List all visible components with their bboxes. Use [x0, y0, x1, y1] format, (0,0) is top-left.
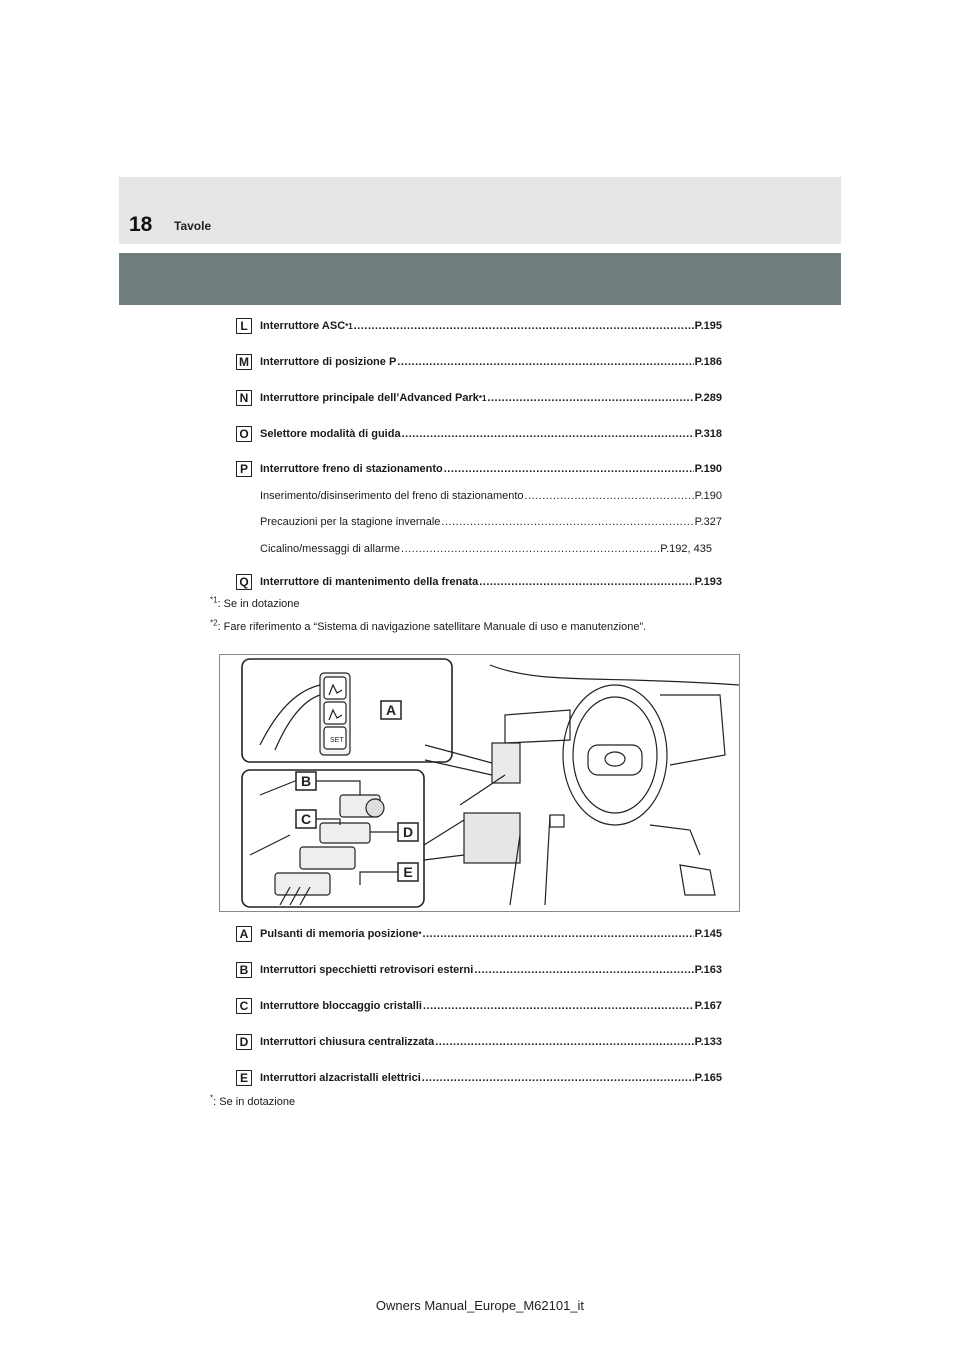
list-item[interactable] [236, 960, 722, 980]
callout-d-label: D [402, 824, 414, 840]
item-letter: P [236, 461, 252, 477]
item-label: Interruttori alzacristalli elettrici [260, 1072, 421, 1084]
page-ref[interactable]: P.327 [694, 516, 722, 528]
item-letter: L [236, 318, 252, 334]
page-ref[interactable]: P.163 [694, 964, 722, 976]
page-ref[interactable]: P.190 [694, 490, 722, 502]
footnote [210, 1093, 296, 1108]
list-item[interactable] [236, 572, 722, 592]
list-item[interactable] [236, 1032, 722, 1052]
item-letter: N [236, 390, 252, 406]
page-ref[interactable]: P.318 [694, 428, 722, 440]
sub-label: Precauzioni per la stagione invernale [260, 516, 441, 528]
item-label: Interruttore freno di stazionamento [260, 463, 443, 475]
item-label: Interruttori specchietti retrovisori esterni [260, 964, 474, 976]
item-letter: A [236, 926, 252, 942]
dashboard-illustration [219, 654, 740, 912]
list-item[interactable] [236, 459, 722, 479]
footnote [210, 595, 300, 610]
item-label: Interruttore di posizione P [260, 356, 397, 368]
item-letter: O [236, 426, 252, 442]
footnote-mark: *1 [210, 595, 218, 605]
page-ref[interactable]: P.167 [694, 1000, 722, 1012]
list-item[interactable] [236, 352, 722, 372]
footnote-text: : Se in dotazione [217, 598, 300, 610]
page-ref[interactable]: P.195 [694, 320, 722, 332]
list-item[interactable]: A Pulsanti di memoria posizione * ..... P.145 [236, 924, 722, 944]
page-ref[interactable]: P.145 [694, 928, 722, 940]
sub-label: Inserimento/disinserimento del freno di stazionamento [260, 490, 524, 502]
page-ref[interactable]: P.133 [694, 1036, 722, 1048]
item-label: Interruttore di mantenimento della frenata [260, 576, 479, 588]
page-ref[interactable]: P.193 [694, 576, 722, 588]
page-ref[interactable]: P.289 [694, 392, 722, 404]
item-letter: D [236, 1034, 252, 1050]
list-item[interactable] [236, 996, 722, 1016]
list-item[interactable]: L Interruttore ASC *1 ..... P.195 [236, 316, 722, 336]
footer-text: Owners Manual_Europe_M62101_it [375, 1298, 585, 1313]
section-title: Tavole [174, 219, 212, 233]
callout-a-label: A [385, 702, 397, 718]
list-item[interactable]: N Interruttore principale dell’Advanced Park *1 ..... P.289 [236, 388, 722, 408]
sub-label: Cicalino/messaggi di allarme [260, 543, 401, 555]
page-ref[interactable]: P.190 [694, 463, 722, 475]
item-label: Interruttore ASC [260, 320, 346, 332]
footnote [210, 618, 647, 633]
footnote-text: : Fare riferimento a “Sistema di navigazione satellitare Manuale di uso e manutenzione”. [217, 621, 647, 633]
item-letter: E [236, 1070, 252, 1086]
item-letter: Q [236, 574, 252, 590]
item-label: Selettore modalità di guida [260, 428, 401, 440]
item-letter: C [236, 998, 252, 1014]
page-ref[interactable]: P.192, 435 [660, 543, 712, 555]
page-number: 18 [129, 213, 153, 236]
sub-item[interactable] [260, 516, 722, 528]
item-label: Interruttori chiusura centralizzata [260, 1036, 435, 1048]
header-bar [119, 253, 841, 305]
sub-item[interactable] [260, 543, 712, 555]
set-label: SET [330, 737, 344, 744]
list-item[interactable] [236, 424, 722, 444]
item-label: Interruttore bloccaggio cristalli [260, 1000, 422, 1012]
page-ref[interactable]: P.186 [694, 356, 722, 368]
footnote-mark: * [210, 1093, 214, 1103]
callout-c-label: C [300, 811, 312, 827]
item-label: Interruttore principale dell’Advanced Park [260, 392, 479, 404]
callout-b-label: B [300, 773, 312, 789]
header-band [119, 177, 841, 244]
list-item[interactable] [236, 1068, 722, 1088]
item-letter: M [236, 354, 252, 370]
callout-e-label: E [403, 864, 413, 880]
footnote-text: : Se in dotazione [213, 1096, 296, 1108]
item-label: Pulsanti di memoria posizione [260, 928, 419, 940]
page-ref[interactable]: P.165 [694, 1072, 722, 1084]
sub-item[interactable] [260, 490, 722, 502]
item-letter: B [236, 962, 252, 978]
footnote-mark: *2 [210, 618, 218, 628]
